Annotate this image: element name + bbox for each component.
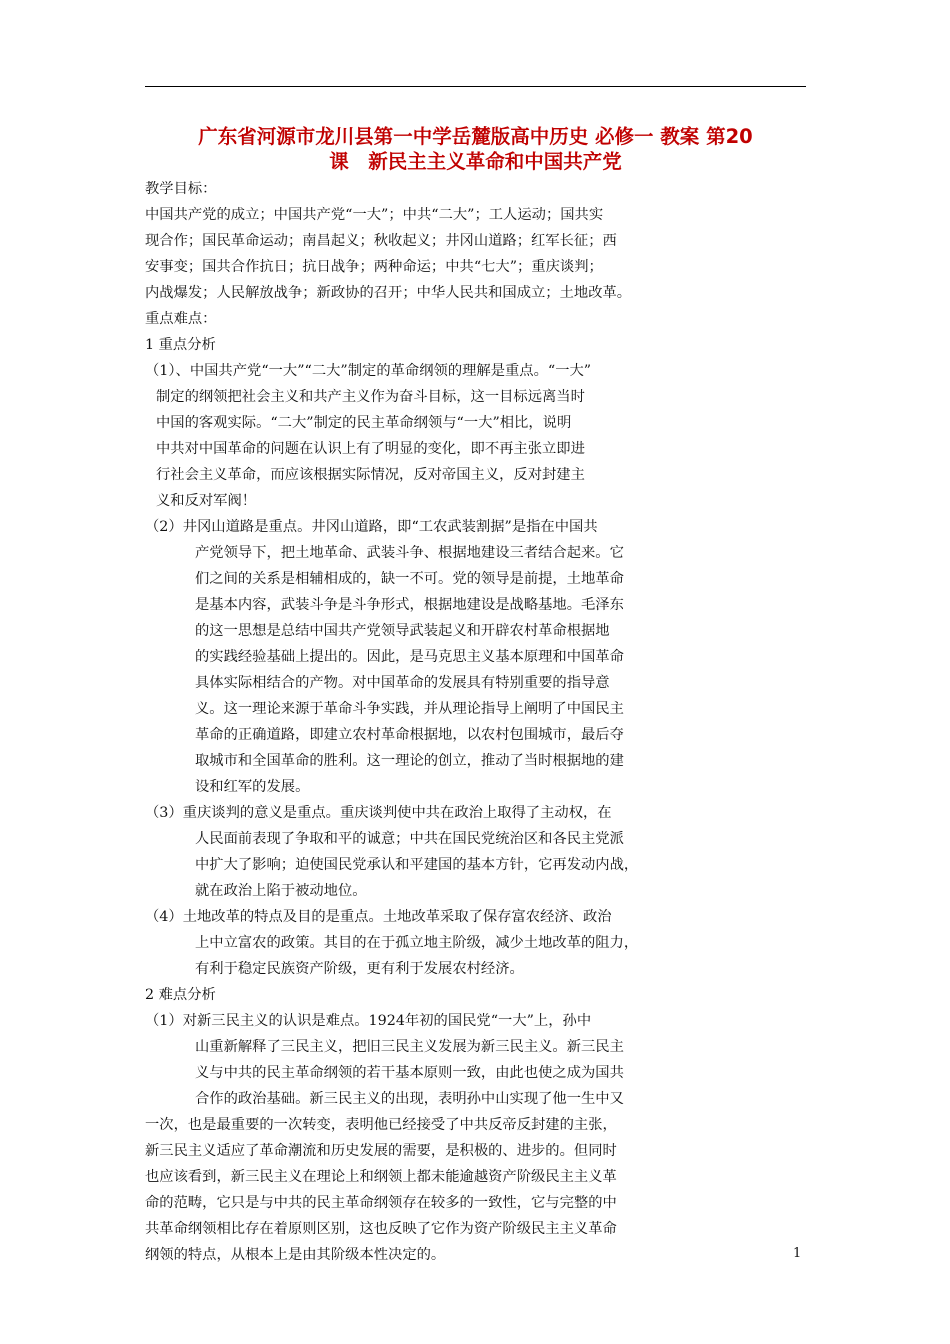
text-line: 中国共产党的成立；中国共产党“一大”；中共“二大”；工人运动；国共实: [145, 207, 604, 223]
text-line: 新三民主义适应了革命潮流和历史发展的需要，是积极的、进步的。但同时: [145, 1143, 617, 1159]
text-line: 纲领的特点，从根本上是由其阶级本性决定的。: [145, 1247, 446, 1263]
text-line: 一次，也是最重要的一次转变，表明他已经接受了中共反帝反封建的主张，: [145, 1117, 617, 1133]
text-line: 的实践经验基础上提出的。因此，是马克思主义基本原理和中国革命: [195, 649, 624, 665]
text-line: 行社会主义革命，而应该根据实际情况，反对帝国主义，反对封建主: [156, 467, 585, 483]
text-line: 1 重点分析: [145, 337, 216, 353]
text-line: 具体实际相结合的产物。对中国革命的发展具有特别重要的指导意: [195, 675, 610, 691]
text-line: 命的范畴，它只是与中共的民主革命纲领存在较多的一致性，它与完整的中: [145, 1195, 617, 1211]
text-line: 的这一思想是总结中国共产党领导武装起义和开辟农村革命根据地: [195, 623, 610, 639]
text-line: 重点难点：: [145, 311, 217, 327]
text-line: 安事变；国共合作抗日；抗日战争；两种命运；中共“七大”；重庆谈判；: [145, 259, 603, 275]
text-line: 取城市和全国革命的胜利。这一理论的创立，推动了当时根据地的建: [195, 753, 624, 769]
text-line: （2）井冈山道路是重点。井冈山道路，即“工农武装割据”是指在中国共: [145, 519, 598, 535]
text-line: 共革命纲领相比存在着原则区别，这也反映了它作为资产阶级民主主义革命: [145, 1221, 617, 1237]
text-line: （3）重庆谈判的意义是重点。重庆谈判使中共在政治上取得了主动权，在: [145, 805, 612, 821]
text-line: （1）对新三民主义的认识是难点。1924年初的国民党“一大”上，孙中: [145, 1013, 592, 1029]
text-line: 人民面前表现了争取和平的诚意；中共在国民党统治区和各民主党派: [195, 831, 624, 847]
document-title: [145, 124, 806, 174]
text-line: 现合作；国民革命运动；南昌起义；秋收起义；井冈山道路；红军长征；西: [145, 233, 617, 249]
text-line: 义。这一理论来源于革命斗争实践，并从理论指导上阐明了中国民主: [195, 701, 624, 717]
text-line: 义与中共的民主革命纲领的若干基本原则一致，由此也使之成为国共: [195, 1065, 624, 1081]
text-line: 内战爆发；人民解放战争；新政协的召开；中华人民共和国成立；土地改革。: [145, 285, 632, 301]
text-line: 中共对中国革命的问题在认识上有了明显的变化，即不再主张立即进: [156, 441, 585, 457]
text-line: 也应该看到，新三民主义在理论上和纲领上都未能逾越资产阶级民主主义革: [145, 1169, 617, 1185]
text-line: 上中立富农的政策。其目的在于孤立地主阶级，减少土地改革的阻力，: [195, 935, 639, 951]
text-line: 就在政治上陷于被动地位。: [195, 883, 367, 899]
header-rule: [145, 86, 806, 87]
title-line-1: 广东省河源市龙川县第一中学岳麓版高中历史 必修一 教案 第20: [198, 125, 753, 148]
text-line: 是基本内容，武装斗争是斗争形式，根据地建设是战略基地。毛泽东: [195, 597, 624, 613]
text-line: 2 难点分析: [145, 987, 216, 1003]
text-line: 中扩大了影响；迫使国民党承认和平建国的基本方针，它再发动内战，: [195, 857, 639, 873]
text-line: 合作的政治基础。新三民主义的出现，表明孙中山实现了他一生中又: [195, 1091, 624, 1107]
text-line: 义和反对军阀！: [156, 493, 257, 509]
text-line: 有利于稳定民族资产阶级，更有利于发展农村经济。: [195, 961, 524, 977]
text-line: 中国的客观实际。“二大”制定的民主革命纲领与“一大”相比，说明: [156, 415, 572, 431]
document-body: [145, 176, 745, 1268]
text-line: 革命的正确道路，即建立农村革命根据地，以农村包围城市，最后夺: [195, 727, 624, 743]
text-line: 制定的纲领把社会主义和共产主义作为奋斗目标，这一目标远离当时: [156, 389, 585, 405]
text-line: （4）土地改革的特点及目的是重点。土地改革采取了保存富农经济、政治: [145, 909, 612, 925]
text-line: （1）、中国共产党“一大”“二大”制定的革命纲领的理解是重点。“一大”: [145, 363, 592, 379]
text-line: 们之间的关系是相辅相成的，缺一不可。党的领导是前提，土地革命: [195, 571, 624, 587]
text-line: 山重新解释了三民主义，把旧三民主义发展为新三民主义。新三民主: [195, 1039, 624, 1055]
page-number: 1: [793, 1246, 802, 1261]
text-line: 教学目标：: [145, 181, 217, 197]
text-line: 设和红军的发展。: [195, 779, 310, 795]
text-line: 产党领导下，把土地革命、武装斗争、根据地建设三者结合起来。它: [195, 545, 624, 561]
title-line-2: 课 新民主主义革命和中国共产党: [329, 150, 622, 173]
